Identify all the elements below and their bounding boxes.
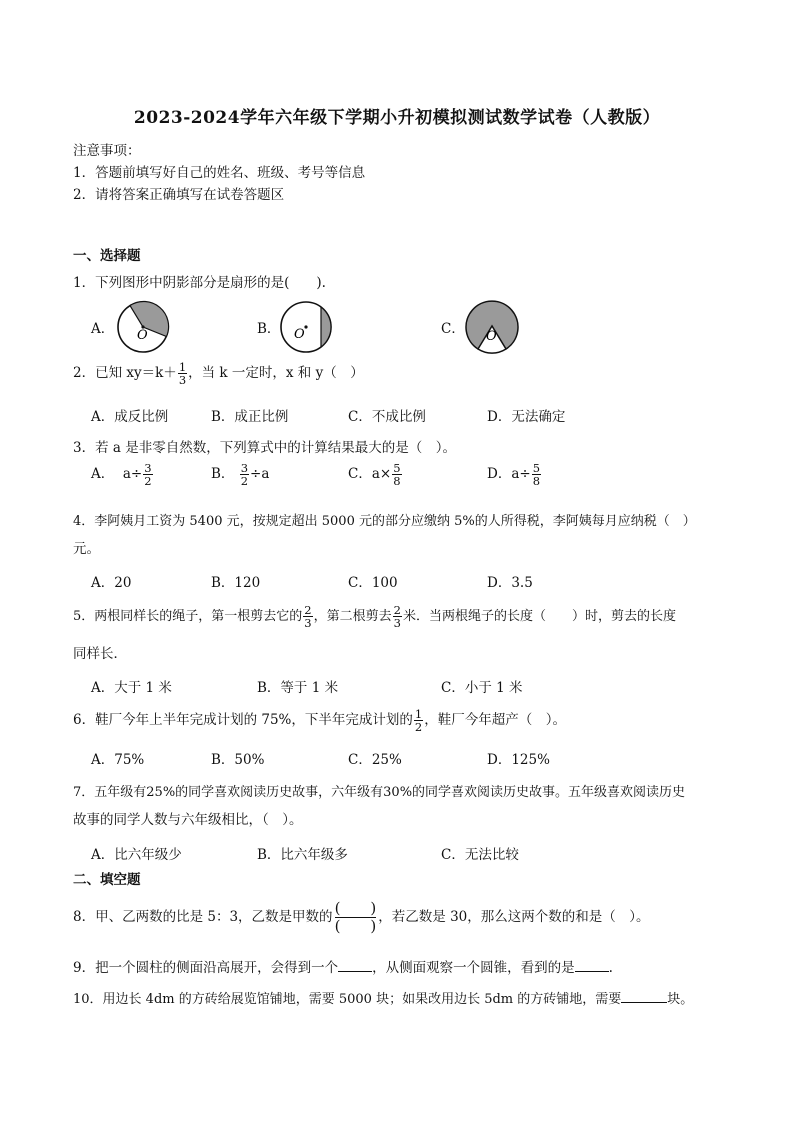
q10-stem bbox=[73, 988, 693, 1007]
q6-stem bbox=[73, 708, 566, 733]
q5-frac2-den: 3 bbox=[393, 616, 401, 630]
q3-d-num: 5 bbox=[532, 461, 541, 475]
q5-frac1-den: 3 bbox=[304, 616, 312, 630]
q7-option-b: B．比六年级多 bbox=[257, 847, 348, 863]
q6-fraction bbox=[414, 708, 423, 733]
q2-frac-num: 1 bbox=[178, 360, 187, 374]
q10-pre: 10．用边长 4dm 的方砖给展览馆铺地，需要 5000 块；如果改用边长 5dm 的方砖铺地，需要 bbox=[73, 992, 622, 1007]
q3-c-fraction bbox=[392, 462, 401, 487]
q8-blank-num: ( ) bbox=[334, 899, 377, 917]
q5-option-a: A．大于 1 米 bbox=[91, 680, 172, 696]
q3-option-a bbox=[91, 462, 154, 487]
q5-frac2-num: 2 bbox=[393, 603, 401, 617]
q5-mid: ，第二根剪去 bbox=[313, 609, 392, 624]
q3-b-expr: ÷a bbox=[250, 466, 270, 482]
q5-stem-line2: 同样长． bbox=[73, 646, 127, 662]
q2-stem-pre: 2．已知 xy＝k＋ bbox=[73, 365, 177, 381]
q7-stem-line2: 故事的同学人数与六年级相比，（ ）。 bbox=[73, 812, 303, 828]
q2-frac-den: 3 bbox=[178, 373, 187, 387]
q1-a-center-label: O bbox=[137, 328, 148, 343]
q9-post: . bbox=[608, 960, 613, 976]
q4-stem-line1: 4．李阿姨月工资为 5400 元，按规定超出 5000 元的部分应缴纳 5%的人所得税，李阿姨每月应纳税（ ） bbox=[73, 514, 696, 529]
q4-option-c: C．100 bbox=[348, 575, 398, 591]
q3-a-expr: a÷ bbox=[122, 466, 143, 482]
q6-option-a: A．75% bbox=[91, 752, 145, 768]
q3-a-label: A． bbox=[91, 466, 115, 482]
q3-d-den: 8 bbox=[532, 474, 541, 488]
q1-option-c-label: C． bbox=[441, 321, 465, 337]
q6-option-d: D．125% bbox=[487, 752, 550, 768]
q1-option-b-figure bbox=[279, 300, 333, 354]
q3-c-den: 8 bbox=[393, 474, 401, 488]
q1-option-c-figure bbox=[464, 298, 520, 354]
q7-option-a: A．比六年级少 bbox=[91, 847, 182, 863]
q1-c-center-label: O bbox=[486, 329, 497, 344]
q1-option-a-figure bbox=[116, 300, 170, 354]
q6-option-c: C．25% bbox=[348, 752, 402, 768]
q3-c-num: 5 bbox=[393, 461, 401, 475]
q3-b-fraction bbox=[240, 462, 249, 487]
q5-option-c: C．小于 1 米 bbox=[441, 680, 523, 696]
q3-d-fraction bbox=[532, 462, 541, 487]
q10-post: 块。 bbox=[667, 992, 694, 1007]
q9-blank-1[interactable] bbox=[338, 959, 372, 972]
q6-option-b: B．50% bbox=[211, 752, 265, 768]
q1-option-b-label: B． bbox=[257, 321, 281, 337]
q5-pre: 5．两根同样长的绳子，第一根剪去它的 bbox=[73, 609, 303, 624]
q4-option-a: A．20 bbox=[91, 575, 132, 591]
q3-b-den: 2 bbox=[240, 474, 249, 488]
q3-b-label: B． bbox=[211, 466, 235, 482]
q5-post: 米．当两根绳子的长度（ ）时，剪去的长度 bbox=[402, 609, 676, 624]
q1-stem: 1．下列图形中阴影部分是扇形的是( ). bbox=[73, 275, 326, 291]
q1-b-center-label: O bbox=[294, 327, 305, 342]
q8-pre: 8．甲、乙两数的比是 5：3，乙数是甲数的 bbox=[73, 909, 333, 925]
q6-frac-den: 2 bbox=[414, 720, 423, 734]
q9-mid: ，从侧面观察一个圆锥，看到的是 bbox=[372, 960, 575, 976]
q5-stem-line1 bbox=[73, 604, 676, 629]
q8-blank-den: ( ) bbox=[334, 917, 377, 935]
q6-post: ，鞋厂今年超产（ ）。 bbox=[424, 712, 566, 728]
q3-stem: 3．若 a 是非零自然数，下列算式中的计算结果最大的是（ ）。 bbox=[73, 440, 456, 456]
q2-stem bbox=[73, 361, 364, 386]
q5-fraction-1 bbox=[303, 604, 312, 629]
q3-d-expr: a÷ bbox=[511, 466, 531, 482]
q4-option-d: D．3.5 bbox=[487, 575, 533, 591]
q9-pre: 9．把一个圆柱的侧面沿高展开，会得到一个 bbox=[73, 960, 339, 976]
q4-stem-line2: 元。 bbox=[73, 541, 100, 557]
q8-blank-fraction bbox=[335, 900, 377, 935]
q5-fraction-2 bbox=[393, 604, 402, 629]
q2-option-a: A．成反比例 bbox=[91, 409, 169, 425]
q7-option-c: C．无法比较 bbox=[441, 847, 519, 863]
q6-frac-num: 1 bbox=[414, 707, 423, 721]
q2-fraction bbox=[178, 361, 187, 386]
q2-option-c: C．不成比例 bbox=[348, 409, 426, 425]
q3-option-b bbox=[211, 462, 269, 487]
q5-option-b: B．等于 1 米 bbox=[257, 680, 339, 696]
q3-a-den: 2 bbox=[144, 474, 152, 488]
q2-stem-post: ，当 k 一定时，x 和 y（ ） bbox=[188, 365, 364, 381]
q7-stem-line1: 7．五年级有25%的同学喜欢阅读历史故事，六年级有30%的同学喜欢阅读历史故事。五年级喜欢阅读历史 bbox=[73, 785, 686, 800]
notice-item-2: 2．请将答案正确填写在试卷答题区 bbox=[73, 187, 285, 203]
q3-a-num: 3 bbox=[144, 461, 152, 475]
q5-frac1-num: 2 bbox=[304, 603, 312, 617]
page-title: 2023-2024学年六年级下学期小升初模拟测试数学试卷（人教版） bbox=[133, 108, 661, 128]
q3-option-d bbox=[487, 462, 542, 487]
q3-c-label: C． bbox=[348, 466, 372, 482]
q3-option-c bbox=[348, 462, 403, 487]
q3-c-expr: a× bbox=[371, 466, 392, 482]
notice-item-1: 1．答题前填写好自己的姓名、班级、考号等信息 bbox=[73, 165, 366, 181]
q9-blank-2[interactable] bbox=[575, 959, 609, 972]
section-fill-heading: 二、填空题 bbox=[73, 872, 141, 888]
q3-b-num: 3 bbox=[240, 461, 249, 475]
q9-stem bbox=[73, 956, 613, 976]
q3-d-label: D． bbox=[487, 466, 512, 482]
q8-post: ，若乙数是 30，那么这两个数的和是（ ）。 bbox=[378, 909, 650, 925]
q4-option-b: B．120 bbox=[211, 575, 261, 591]
q2-option-b: B．成正比例 bbox=[211, 409, 289, 425]
q6-pre: 6．鞋厂今年上半年完成计划的 75%，下半年完成计划的 bbox=[73, 712, 413, 728]
q1-option-a-label: A． bbox=[91, 321, 115, 337]
q3-a-fraction bbox=[143, 462, 152, 487]
q10-blank[interactable] bbox=[621, 990, 667, 1003]
notice-heading: 注意事项： bbox=[73, 143, 141, 159]
section-choice-heading: 一、选择题 bbox=[73, 248, 141, 264]
q2-option-d: D．无法确定 bbox=[487, 409, 566, 425]
q8-stem bbox=[73, 898, 650, 936]
